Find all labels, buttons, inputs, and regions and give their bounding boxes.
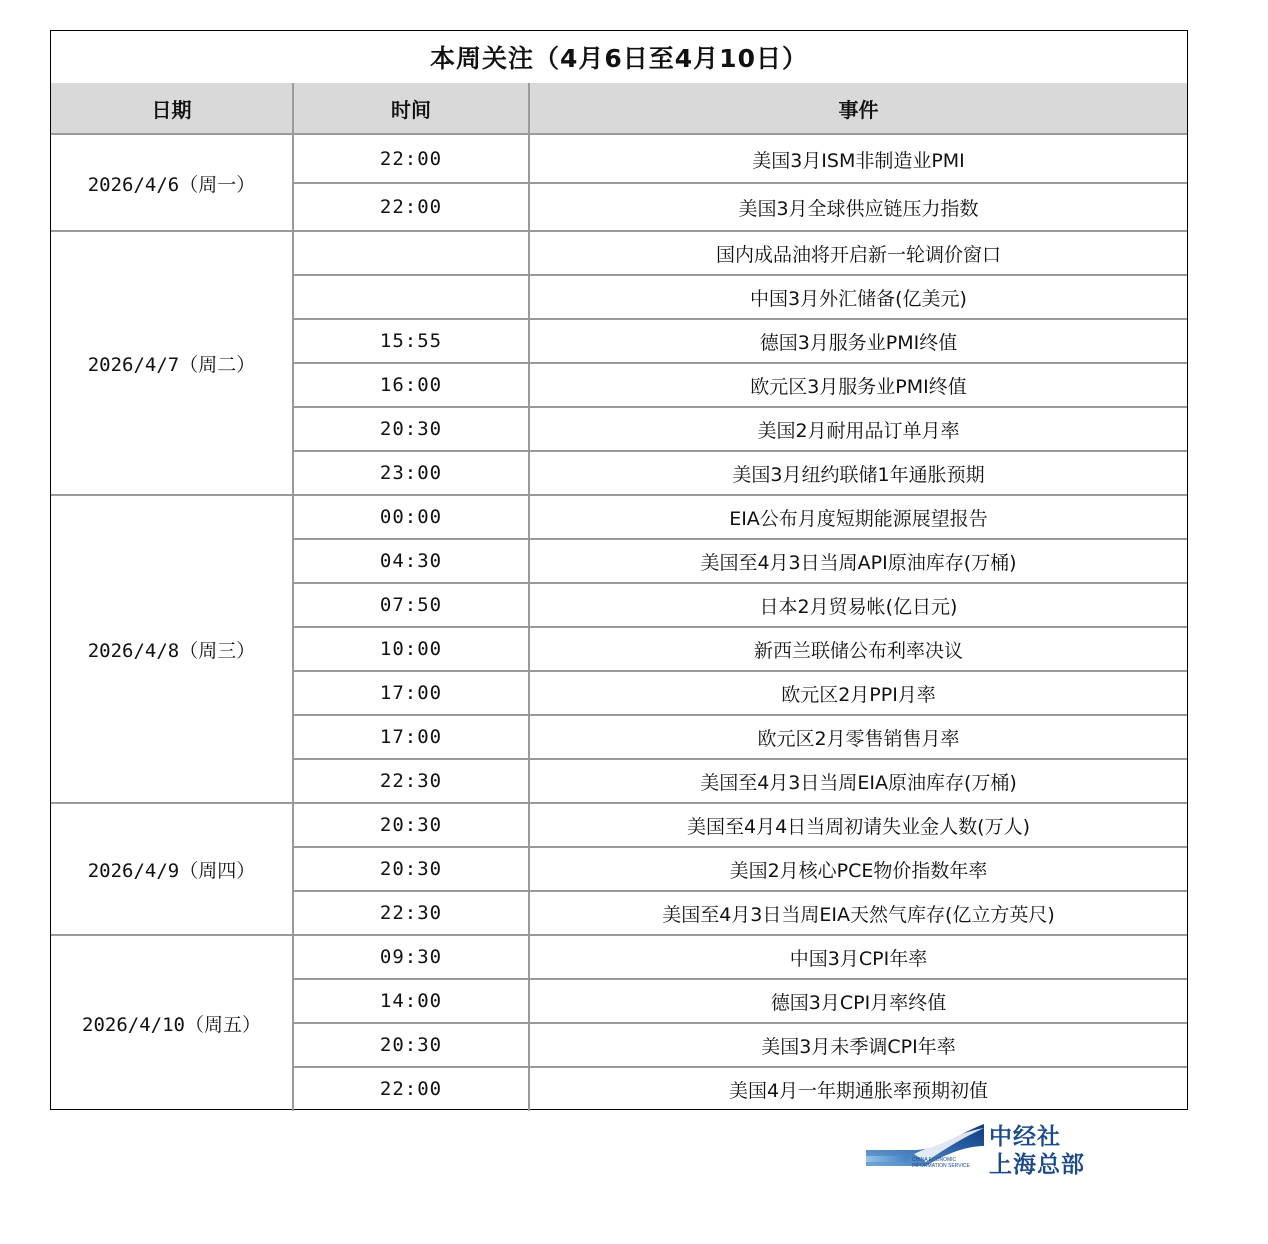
time-cell: 20:30 [379,1034,443,1056]
event-cell: 美国3月未季调CPI年率 [761,1035,956,1058]
time-cell [294,275,528,319]
time-cell: 22:30 [379,770,443,792]
time-cell: 14:00 [379,990,443,1012]
time-cell: 20:30 [379,418,443,440]
column-divider [292,83,294,1111]
date-cell: 2026/4/6（周一） [87,173,256,196]
header-time: 时间 [391,97,431,122]
time-cell: 22:00 [379,148,443,170]
time-cell: 07:50 [379,594,443,616]
event-cell: EIA公布月度短期能源展望报告 [729,507,988,530]
company-logo [866,1120,1111,1176]
event-cell: 欧元区2月PPI月率 [781,683,936,706]
event-cell: 美国4月一年期通胀率预期初值 [728,1079,989,1102]
table-title: 本周关注（4月6日至4月10日） [430,44,808,73]
date-cell: 2026/4/8（周三） [87,639,256,662]
event-cell: 美国3月纽约联储1年通胀预期 [732,463,985,486]
event-cell: 欧元区2月零售销售月率 [757,727,960,750]
event-cell: 中国3月CPI年率 [789,947,928,970]
date-cell: 2026/4/9（周四） [87,859,256,882]
event-cell: 德国3月服务业PMI终值 [759,331,958,354]
weekly-calendar-table [50,30,1188,1110]
time-cell [294,231,528,275]
event-cell: 美国2月核心PCE物价指数年率 [729,859,988,882]
time-cell: 09:30 [379,946,443,968]
time-cell: 10:00 [379,638,443,660]
logo-english-text: CHINA ECONOMIC INFORMATION SERVICE [912,1157,970,1169]
date-cell: 2026/4/7（周二） [87,353,256,376]
time-cell: 20:30 [379,814,443,836]
time-cell: 23:00 [379,462,443,484]
logo-name-line2: 上海总部 [989,1152,1085,1178]
event-cell: 美国至4月3日当周EIA天然气库存(亿立方英尺) [662,903,1055,926]
header-event: 事件 [838,97,879,122]
time-cell: 15:55 [379,330,443,352]
event-cell: 美国至4月4日当周初请失业金人数(万人) [686,815,1030,838]
time-cell: 00:00 [379,506,443,528]
time-cell: 22:30 [379,902,443,924]
event-cell: 日本2月贸易帐(亿日元) [759,595,958,618]
time-cell: 17:00 [379,682,443,704]
logo-name-line1: 中经社 [989,1124,1061,1150]
event-cell: 新西兰联储公布利率决议 [753,639,963,662]
time-cell: 17:00 [379,726,443,748]
header-row [51,83,1187,135]
event-cell: 美国2月耐用品订单月率 [757,419,960,442]
event-cell: 德国3月CPI月率终值 [770,991,947,1014]
time-cell: 22:00 [379,1078,443,1100]
time-cell: 04:30 [379,550,443,572]
header-date: 日期 [151,97,192,122]
event-cell: 美国3月ISM非制造业PMI [752,149,965,172]
event-cell: 中国3月外汇储备(亿美元) [750,287,967,310]
event-cell: 美国至4月3日当周API原油库存(万桶) [700,551,1017,574]
event-cell: 国内成品油将开启新一轮调价窗口 [715,243,1001,266]
time-cell: 22:00 [379,196,443,218]
event-cell: 美国3月全球供应链压力指数 [738,197,979,220]
event-cell: 美国至4月3日当周EIA原油库存(万桶) [700,771,1017,794]
time-cell: 20:30 [379,858,443,880]
time-cell: 16:00 [379,374,443,396]
date-cell: 2026/4/10（周五） [82,1013,261,1036]
column-divider [528,83,530,1111]
event-cell: 欧元区3月服务业PMI终值 [750,375,967,398]
